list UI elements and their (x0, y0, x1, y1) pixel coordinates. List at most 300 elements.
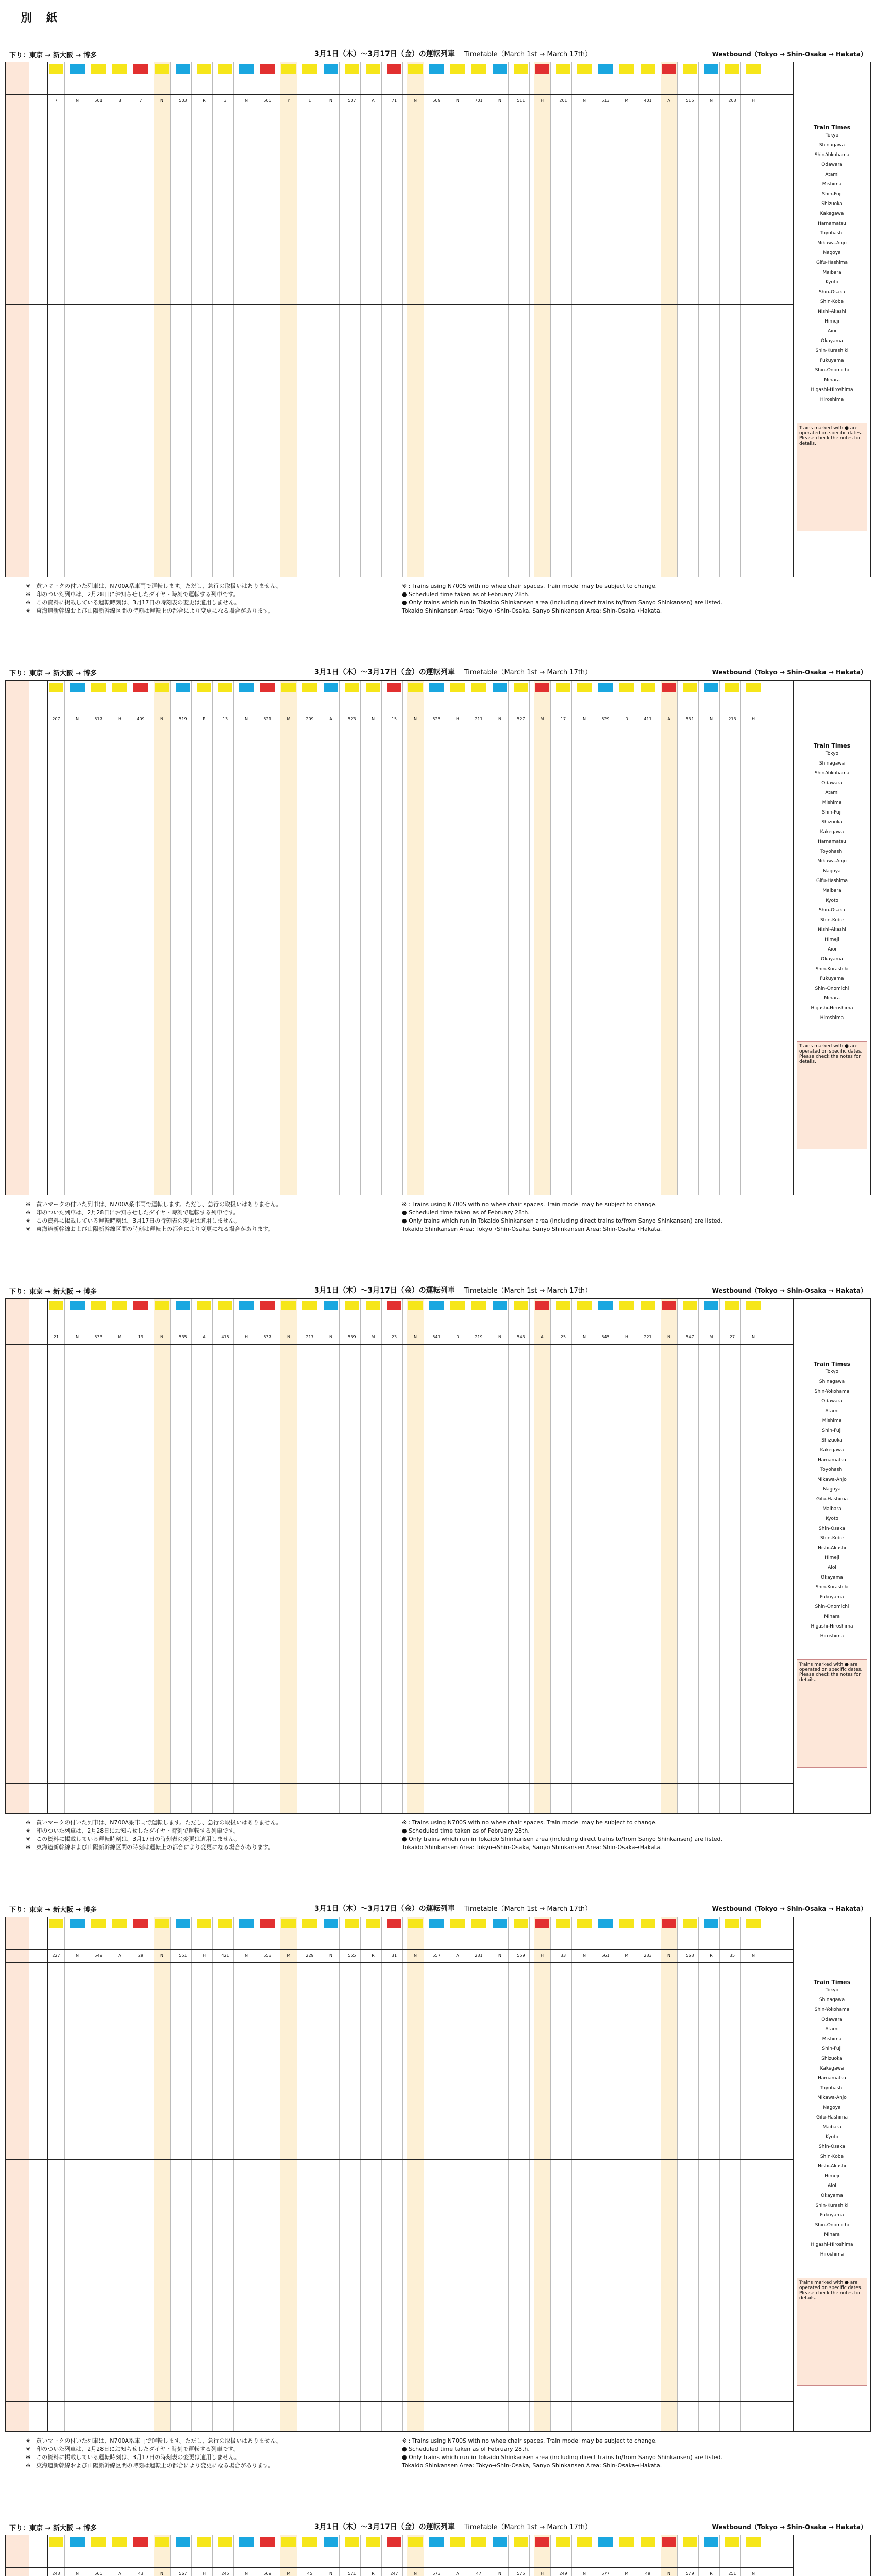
train-column (703, 62, 720, 577)
station-name: Shizuoka (821, 820, 843, 825)
station-name: Mihara (824, 378, 840, 383)
train-number: 577 (601, 2571, 610, 2576)
train-type-badge (218, 1301, 232, 1310)
train-column (365, 2535, 382, 2576)
train-column (576, 1299, 593, 1813)
train-number: 513 (601, 98, 610, 103)
station-name: Higashi-Hiroshima (811, 387, 853, 393)
train-number: 409 (137, 717, 145, 721)
train-column (534, 1917, 551, 2431)
train-column (196, 1299, 213, 1813)
train-column (90, 62, 107, 577)
timetable-block (5, 46, 871, 654)
train-type-badge (725, 1919, 739, 1928)
station-name: Toyohashi (820, 231, 844, 236)
train-column (175, 1917, 192, 2431)
train-number: 553 (263, 1953, 272, 1958)
station-name: Hiroshima (820, 2252, 844, 2257)
station-name: Kyoto (825, 898, 839, 903)
train-times-title: Train Times (813, 124, 851, 131)
train-type-badge (387, 1919, 401, 1928)
train-type-badge (577, 683, 592, 692)
station-name: Odawara (821, 162, 843, 167)
train-type-badge (535, 683, 549, 692)
station-name: Fukuyama (820, 2213, 844, 2218)
station-name: Nishi-Akashi (818, 2164, 846, 2169)
station-name: Hiroshima (820, 1015, 844, 1021)
train-type-badge (49, 2537, 63, 2547)
train-number: N (245, 2571, 248, 2576)
train-column (513, 1917, 530, 2431)
station-name: Nagoya (823, 869, 841, 874)
train-column (386, 62, 403, 577)
footnote-jp: ※ この資料に掲載している運転時刻は、3月17日の時刻表の変更は適用しません。 (26, 2454, 240, 2461)
train-column (217, 1299, 234, 1813)
timetable-title: 3月1日（木）～3月17日（金）の運転列車 Timetable（March 1st → March 17th） (314, 1286, 592, 1295)
footnote-en: ※ : Trains using N700S with no wheelchair spaces. Train model may be subject to change. (402, 1201, 658, 1208)
train-type-badge (112, 2537, 127, 2547)
train-number: 529 (601, 717, 610, 721)
train-number: 27 (729, 1335, 735, 1340)
train-column (492, 1299, 509, 1813)
train-type-badge (514, 64, 528, 74)
footnote-en: ● Scheduled time taken as of February 28th. (402, 1827, 530, 1834)
train-number: N (583, 98, 586, 103)
train-column (301, 2535, 318, 2576)
station-name: Fukuyama (820, 358, 844, 363)
train-type-badge (218, 683, 232, 692)
station-name: Kyoto (825, 2134, 839, 2140)
train-column (661, 62, 678, 577)
train-number: 549 (94, 1953, 103, 1958)
station-name: Nishi-Akashi (818, 309, 846, 314)
train-number: H (540, 1953, 544, 1958)
station-name: Mishima (822, 182, 842, 187)
train-type-badge (155, 683, 169, 692)
footnote-jp: ※ 東海道新幹線および山陽新幹線区間の時刻は運転上の都合により変更になる場合があります。 (26, 607, 274, 614)
station-name: Shin-Yokohama (814, 1389, 850, 1394)
train-type-badge (387, 683, 401, 692)
station-name: Shin-Onomichi (815, 986, 849, 991)
train-number: 547 (686, 1335, 694, 1340)
train-type-badge (641, 1301, 655, 1310)
station-name: Himeji (824, 2174, 839, 2179)
station-name: Odawara (821, 781, 843, 786)
train-type-badge (493, 1301, 507, 1310)
train-column (217, 62, 234, 577)
train-number: N (414, 717, 417, 721)
train-number: A (667, 98, 670, 103)
train-number: R (372, 1953, 375, 1958)
station-name: Gifu-Hashima (816, 1497, 848, 1502)
station-name: Aioi (828, 2183, 836, 2189)
footnote-jp: ※ この資料に掲載している運転時刻は、3月17日の時刻表の変更は適用しません。 (26, 599, 240, 606)
train-column (407, 681, 424, 1195)
train-column (238, 681, 255, 1195)
train-number: 509 (432, 98, 441, 103)
train-number: 47 (476, 2571, 482, 2576)
train-number: N (414, 2571, 417, 2576)
train-number: 565 (94, 2571, 103, 2576)
train-column (154, 1299, 171, 1813)
station-name: Shin-Fuji (822, 1428, 842, 1433)
train-number: H (244, 1335, 248, 1340)
timetable-title: 3月1日（木）～3月17日（金）の運転列車 Timetable（March 1st → March 17th） (314, 1905, 592, 1913)
station-name: Fukuyama (820, 976, 844, 981)
train-type-badge (366, 683, 380, 692)
train-type-badge (577, 64, 592, 74)
train-number: N (76, 1953, 79, 1958)
train-number: 573 (432, 2571, 441, 2576)
train-column (386, 1917, 403, 2431)
note-box: Trains marked with ● are operated on specific dates. Please check the notes for details. (797, 1659, 867, 1768)
train-type-badge (155, 1301, 169, 1310)
station-name: Odawara (821, 2017, 843, 2022)
footnote-jp: ※ 印のついた列車は、2月28日にお知らせしたダイヤ・時刻で運転する列車です。 (26, 1209, 239, 1216)
train-number: R (710, 2571, 713, 2576)
train-column (513, 681, 530, 1195)
train-column (639, 1299, 656, 1813)
train-number: M (625, 1953, 629, 1958)
timetable-block (5, 2519, 871, 2576)
train-number: N (414, 98, 417, 103)
train-type-badge (514, 1919, 528, 1928)
station-side-label (6, 681, 29, 1195)
station-name: Shin-Osaka (819, 908, 845, 913)
train-column (661, 681, 678, 1195)
station-name: Shinagawa (819, 1379, 845, 1384)
train-type-badge (662, 683, 676, 692)
train-column (745, 1299, 762, 1813)
train-column (132, 1299, 149, 1813)
train-column (259, 1299, 276, 1813)
train-type-badge (535, 64, 549, 74)
train-type-badge (493, 2537, 507, 2547)
station-name: Nagoya (823, 1487, 841, 1492)
train-number: 421 (221, 1953, 229, 1958)
train-type-badge (471, 683, 486, 692)
block-header (5, 665, 871, 680)
station-name: Toyohashi (820, 849, 844, 854)
train-number: 519 (179, 717, 187, 721)
train-column (386, 681, 403, 1195)
block-header (5, 1283, 871, 1298)
train-number: 35 (729, 1953, 735, 1958)
train-number: 213 (728, 717, 736, 721)
station-name: Himeji (824, 1555, 839, 1561)
route-label: 下り：東京 → 新大阪 → 博多 (9, 1906, 97, 1914)
train-number: 15 (391, 717, 397, 721)
train-type-badge (387, 1301, 401, 1310)
train-column (555, 681, 572, 1195)
train-column (555, 1299, 572, 1813)
train-type-badge (704, 1919, 718, 1928)
footnote-en: ● Scheduled time taken as of February 28th. (402, 591, 530, 598)
train-column (301, 681, 318, 1195)
train-type-badge (176, 683, 190, 692)
train-column (534, 62, 551, 577)
station-name: Shin-Onomichi (815, 368, 849, 373)
train-number: R (625, 717, 628, 721)
station-name: Okayama (821, 2193, 843, 2198)
train-column (449, 1917, 466, 2431)
page-label: 別 紙 (21, 12, 63, 25)
train-number: 531 (686, 717, 694, 721)
station-name: Maibara (822, 2125, 841, 2130)
train-type-badge (746, 1301, 761, 1310)
train-type-badge (155, 2537, 169, 2547)
row-divider (6, 1962, 870, 1963)
train-number: N (667, 1953, 670, 1958)
train-number: 411 (644, 717, 652, 721)
train-columns (48, 62, 793, 577)
train-number: 525 (432, 717, 441, 721)
train-number: A (667, 717, 670, 721)
train-type-badge (387, 2537, 401, 2547)
train-type-badge (218, 2537, 232, 2547)
footnote-jp: ※ 黄いマークの付いた列車は、N700A系車両で運転します。ただし、急行の取扱いはありません。 (26, 1201, 282, 1208)
train-type-badge (302, 683, 317, 692)
train-type-badge (450, 2537, 465, 2547)
station-name: Mishima (822, 1418, 842, 1423)
train-type-badge (197, 64, 211, 74)
train-type-badge (345, 2537, 359, 2547)
train-number: N (583, 1335, 586, 1340)
train-type-badge (641, 1919, 655, 1928)
train-column (386, 2535, 403, 2576)
train-number: N (710, 98, 713, 103)
train-times-title: Train Times (813, 742, 851, 749)
train-type-badge (133, 1919, 148, 1928)
train-column (365, 62, 382, 577)
train-column (238, 1299, 255, 1813)
train-type-badge (662, 1919, 676, 1928)
footnote-jp: ※ 印のついた列車は、2月28日にお知らせしたダイヤ・時刻で運転する列車です。 (26, 2446, 239, 2452)
train-column (132, 681, 149, 1195)
train-number: 243 (52, 2571, 60, 2576)
station-name: Shin-Yokohama (814, 152, 850, 158)
station-name: Mihara (824, 2232, 840, 2238)
train-column (217, 2535, 234, 2576)
train-type-badge (746, 1919, 761, 1928)
train-column (344, 681, 361, 1195)
train-column (90, 681, 107, 1195)
train-type-badge (302, 1919, 317, 1928)
train-type-badge (619, 2537, 634, 2547)
train-column (365, 681, 382, 1195)
train-type-badge (408, 2537, 423, 2547)
train-column (682, 2535, 699, 2576)
train-column (492, 1917, 509, 2431)
train-type-badge (239, 1301, 254, 1310)
train-number: H (202, 2571, 206, 2576)
train-column (323, 681, 340, 1195)
block-header (5, 2519, 871, 2535)
station-side-label (6, 2535, 29, 2576)
train-column (618, 681, 635, 1195)
train-number: 401 (644, 98, 652, 103)
train-number: 3 (224, 98, 227, 103)
train-number: B (118, 98, 121, 103)
station-side-label (6, 1299, 29, 1813)
train-type-badge (49, 1301, 63, 1310)
footnote-en: ※ : Trains using N700S with no wheelchair spaces. Train model may be subject to change. (402, 1819, 658, 1826)
row-divider (6, 304, 870, 305)
train-type-badge (429, 1301, 444, 1310)
train-number: 535 (179, 1335, 187, 1340)
footnote-jp: ※ 東海道新幹線および山陽新幹線区間の時刻は運転上の都合により変更になる場合があります。 (26, 1844, 274, 1851)
station-name: Atami (825, 790, 839, 795)
train-column (597, 62, 614, 577)
row-divider (6, 1344, 870, 1345)
train-column (259, 62, 276, 577)
train-column (365, 1917, 382, 2431)
train-column (111, 1917, 128, 2431)
train-number: R (372, 2571, 375, 2576)
train-number: A (541, 1335, 544, 1340)
station-column (29, 1299, 48, 1813)
train-type-badge (239, 1919, 254, 1928)
train-column (576, 62, 593, 577)
train-type-badge (91, 683, 106, 692)
footnote-jp: ※ 黄いマークの付いた列車は、N700A系車両で運転します。ただし、急行の取扱いはありません。 (26, 2437, 282, 2444)
train-column (428, 681, 445, 1195)
train-type-badge (197, 1919, 211, 1928)
train-column (682, 62, 699, 577)
train-column (428, 2535, 445, 2576)
train-column (259, 2535, 276, 2576)
train-column (259, 681, 276, 1195)
train-type-badge (260, 1301, 275, 1310)
train-column (175, 62, 192, 577)
train-number: 249 (559, 2571, 567, 2576)
train-type-badge (133, 2537, 148, 2547)
train-type-badge (577, 1301, 592, 1310)
train-type-badge (704, 1301, 718, 1310)
train-number: H (117, 717, 121, 721)
station-name: Okayama (821, 338, 843, 344)
train-column (513, 62, 530, 577)
train-column (111, 2535, 128, 2576)
train-column (154, 1917, 171, 2431)
train-column (639, 2535, 656, 2576)
train-number: N (456, 98, 459, 103)
train-type-badge (683, 1919, 697, 1928)
train-number: N (498, 1953, 501, 1958)
train-type-badge (260, 683, 275, 692)
train-type-badge (176, 64, 190, 74)
station-name: Kakegawa (820, 211, 844, 216)
train-type-badge (725, 1301, 739, 1310)
train-number: 539 (348, 1335, 356, 1340)
timetable-grid (5, 2535, 871, 2576)
train-column (323, 2535, 340, 2576)
train-number: N (583, 1953, 586, 1958)
train-column (69, 1917, 86, 2431)
train-column (682, 1299, 699, 1813)
train-type-badge (281, 1919, 296, 1928)
note-box: Trains marked with ● are operated on specific dates. Please check the notes for details. (797, 1041, 867, 1149)
station-name: Mikawa-Anjo (817, 2095, 847, 2100)
train-column (576, 1917, 593, 2431)
train-column (576, 2535, 593, 2576)
footnote-en: ● Scheduled time taken as of February 28th. (402, 1209, 530, 1216)
station-name: Kyoto (825, 280, 839, 285)
train-column (618, 1299, 635, 1813)
station-name: Mishima (822, 2037, 842, 2042)
train-number: Y (287, 98, 290, 103)
train-number: 567 (179, 2571, 187, 2576)
train-type-badge (70, 1919, 85, 1928)
train-column (196, 2535, 213, 2576)
train-column (597, 1299, 614, 1813)
train-type-badge (112, 1301, 127, 1310)
footnote-jp: ※ 黄いマークの付いた列車は、N700A系車両で運転します。ただし、急行の取扱いはありません。 (26, 583, 282, 589)
train-type-badge (641, 2537, 655, 2547)
train-column (597, 681, 614, 1195)
station-name: Shin-Fuji (822, 192, 842, 197)
station-name: Higashi-Hiroshima (811, 1624, 853, 1629)
station-name: Shizuoka (821, 1438, 843, 1443)
train-number: 19 (138, 1335, 144, 1340)
train-type-badge (302, 1301, 317, 1310)
train-number: N (160, 1953, 163, 1958)
train-type-badge (683, 1301, 697, 1310)
train-type-badge (556, 683, 570, 692)
train-number: 45 (307, 2571, 313, 2576)
train-type-badge (387, 64, 401, 74)
train-column (323, 1917, 340, 2431)
train-type-badge (260, 64, 275, 74)
train-type-badge (704, 2537, 718, 2547)
train-column (639, 1917, 656, 2431)
station-column (29, 2535, 48, 2576)
train-type-badge (704, 64, 718, 74)
train-number: 209 (306, 717, 314, 721)
train-number: 233 (644, 1953, 652, 1958)
train-column (238, 2535, 255, 2576)
train-type-badge (366, 1919, 380, 1928)
train-column (280, 2535, 297, 2576)
train-type-badge (408, 1301, 423, 1310)
train-type-badge (725, 683, 739, 692)
train-type-badge (535, 1919, 549, 1928)
train-type-badge (556, 1301, 570, 1310)
train-number: 7 (55, 98, 58, 103)
train-number: N (76, 2571, 79, 2576)
train-column (238, 1917, 255, 2431)
train-number: M (287, 1953, 291, 1958)
train-number: N (160, 2571, 163, 2576)
train-number: M (625, 2571, 629, 2576)
station-name: Atami (825, 172, 839, 177)
train-column (196, 62, 213, 577)
train-number: 1 (308, 98, 311, 103)
station-name: Himeji (824, 937, 839, 942)
train-type-badge (641, 683, 655, 692)
train-number: H (540, 2571, 544, 2576)
station-name: Shin-Onomichi (815, 1604, 849, 1609)
train-column (618, 62, 635, 577)
train-column (724, 1299, 741, 1813)
train-column (597, 1917, 614, 2431)
train-number: 543 (517, 1335, 525, 1340)
train-type-badge (619, 64, 634, 74)
train-number: 541 (432, 1335, 441, 1340)
timetable-grid (5, 1298, 871, 1814)
station-name: Maibara (822, 888, 841, 893)
station-name: Hamamatsu (818, 1458, 846, 1463)
